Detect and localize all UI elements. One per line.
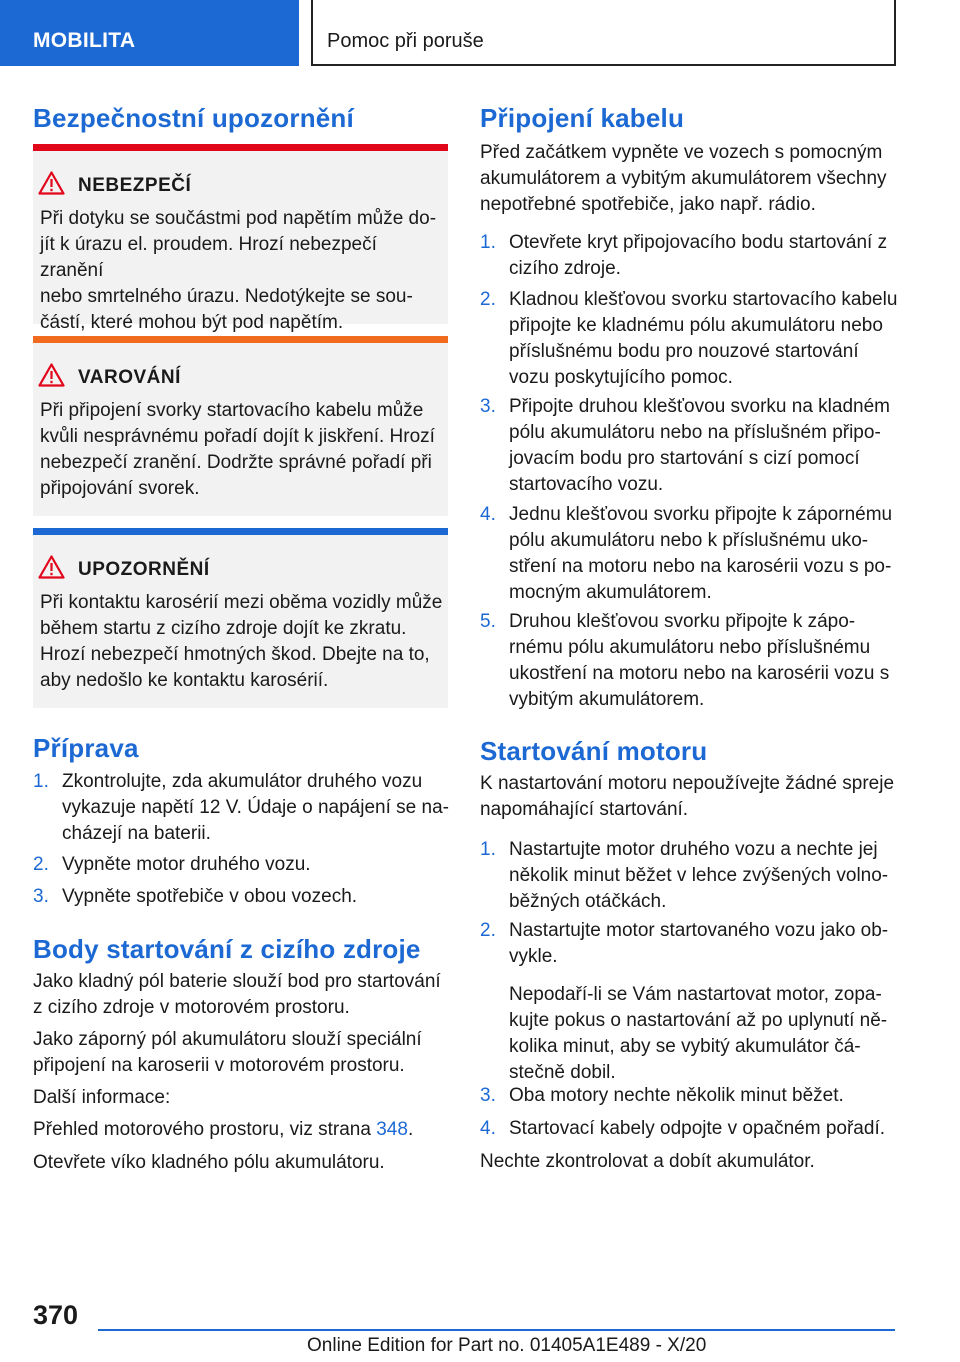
list-text [509,502,899,606]
text-line: příslušnému bodu pro nouzové startování [509,341,859,362]
text-line: připojení na karoserii v motorovém prostoru. [33,1055,405,1076]
text-line: vybitým akumulátorem. [509,689,705,710]
warning-box [33,336,448,516]
list-text [509,394,899,498]
text-line: vykazuje napětí 12 V. Údaje o napájení se na‐ [62,797,449,818]
list-text [62,852,452,878]
notice-text [40,590,445,694]
page-link[interactable]: 348 [376,1119,408,1140]
list-number: 3. [480,1085,496,1106]
paragraph [33,1027,449,1079]
paragraph: Nechte zkontrolovat a dobít akumulátor. [480,1151,815,1172]
text-line: Nastartujte motor druhého vozu a nechte jej [509,839,878,860]
paragraph [33,969,449,1021]
list-text [509,230,899,282]
text-line: z cizího zdroje v motorovém prostoru. [33,997,350,1018]
notice-title: UPOZORNĚNÍ [78,559,210,580]
warning-triangle-icon [38,555,65,579]
chapter-tab [311,0,896,66]
text-line: připojování svorek. [40,478,200,499]
cable-heading: Připojení kabelu [480,103,685,133]
list-number: 2. [480,289,496,310]
text-line: částí, které mohou být pod napětím. [40,312,344,333]
text-line: jít k úrazu el. proudem. Hrozí nebezpečí zranění [40,234,377,281]
text-line: kolika minut, aby se vybitý akumulátor čá‐ [509,1036,861,1057]
text-line: běžných otáčkách. [509,891,667,912]
warning-triangle-icon [38,171,65,195]
text-line: Připojte druhou klešťovou svorku na kladném [509,396,891,417]
reference-end: . [407,1119,414,1140]
warning-title: VAROVÁNÍ [78,367,181,388]
list-text [509,609,899,713]
chapter-label: Pomoc při poruše [327,30,484,52]
text-line: startovacího vozu. [509,474,664,495]
notice-bar [33,528,448,535]
text-line: Hrozí nebezpečí hmotných škod. Dbejte na to, [40,644,430,665]
text-line: akumulátorem a vybitým akumulátorem všechny [480,168,887,189]
reference-text: Přehled motorového prostoru, viz strana [33,1119,377,1140]
paragraph: Otevřete víko kladného pólu akumulátoru. [33,1152,385,1173]
jump-points-heading: Body startování z cizího zdroje [33,934,421,964]
footer-divider [98,1329,895,1331]
list-text [509,287,899,391]
page-header [0,0,960,66]
list-number: 1. [33,771,49,792]
section-label: MOBILITA [33,29,136,52]
text-line: Nastartujte motor startovaného vozu jako ob‐ [509,920,889,941]
list-number: 1. [480,232,496,253]
text-line: Při kontaktu karosérií mezi oběma vozidly může [40,592,443,613]
list-number: 2. [33,854,49,875]
text-line: Zkontrolujte, zda akumulátor druhého vozu [62,771,423,792]
text-line: cházejí na baterii. [62,823,211,844]
text-line: Startovací kabely odpojte v opačném pořadí. [509,1118,886,1139]
text-line: připojte ke kladnému pólu akumulátoru nebo [509,315,883,336]
text-line: Při připojení svorky startovacího kabelu může [40,400,424,421]
list-number: 1. [480,839,496,860]
safety-heading: Bezpečnostní upozornění [33,103,354,133]
text-line: rnému pólu akumulátoru nebo příslušnému [509,637,871,658]
text-line: stření na motoru nebo na karosérii vozu s po‐ [509,556,892,577]
list-number: 4. [480,1118,496,1139]
list-text [62,769,452,847]
text-line: mocným akumulátorem. [509,582,712,603]
text-line: během startu z cizího zdroje dojít ke zkratu. [40,618,407,639]
text-line: kujte pokus o nastartování až po uplynutí ně‐ [509,1010,888,1031]
text-line: Oba motory nechte několik minut běžet. [509,1085,844,1106]
notice-box [33,528,448,708]
text-line: Před začátkem vypněte ve vozech s pomocným [480,142,883,163]
text-line: cizího zdroje. [509,258,621,279]
text-line: vykle. [509,946,558,967]
engine-start-heading: Startování motoru [480,736,708,766]
sub-paragraph [509,982,899,1086]
text-line: pólu akumulátoru nebo na příslušném připo‐ [509,422,881,443]
warning-text [40,398,445,502]
text-line: Jako kladný pól baterie slouží bod pro startování [33,971,441,992]
paragraph [480,140,896,218]
list-number: 3. [33,886,49,907]
danger-text [40,206,445,336]
text-line: stečně dobil. [509,1062,616,1083]
text-line: několik minut běžet v lehce zvýšených volno‐ [509,865,889,886]
text-line: Při dotyku se součástmi pod napětím může do‐ [40,208,437,229]
paragraph: Další informace: [33,1087,171,1108]
list-text [509,1083,899,1109]
text-line: vozu poskytujícího pomoc. [509,367,733,388]
text-line: Vypněte motor druhého vozu. [62,854,311,875]
text-line: pólu akumulátoru nebo k příslušnému uko‐ [509,530,869,551]
edition-text: Online Edition for Part no. 01405A1E489 - X/20 [307,1335,707,1356]
text-line: Jednu klešťovou svorku připojte k zápornému [509,504,893,525]
text-line: Kladnou klešťovou svorku startovacího kabelu [509,289,898,310]
list-number: 4. [480,504,496,525]
danger-title: NEBEZPEČÍ [78,175,192,196]
text-line: ukostření na motoru nebo na karosérii vozu s [509,663,890,684]
list-number: 3. [480,396,496,417]
warning-triangle-icon [38,363,65,387]
page-number: 370 [33,1300,79,1330]
text-line: Otevřete kryt připojovacího bodu startování z [509,232,888,253]
list-text [509,918,899,1086]
reference-paragraph [33,1117,449,1143]
list-text [62,884,452,910]
warning-bar [33,336,448,343]
paragraph [480,771,896,823]
text-line: aby nedošlo ke kontaktu karosérií. [40,670,329,691]
text-line: napomáhající startování. [480,799,689,820]
text-line: Jako záporný pól akumulátoru slouží speciální [33,1029,422,1050]
danger-bar [33,144,448,151]
text-line: nepotřebné spotřebiče, jako např. rádio. [480,194,816,215]
text-line: jovacím bodu pro startování s cizí pomocí [509,448,860,469]
list-text [509,837,899,915]
section-tab [0,0,299,66]
text-line: Vypněte spotřebiče v obou vozech. [62,886,358,907]
text-line: Nepodaří-li se Vám nastartovat motor, zopa‐ [509,984,882,1005]
text-line: K nastartování motoru nepoužívejte žádné spreje [480,773,895,794]
list-number: 5. [480,611,496,632]
text-line: nebo smrtelného úrazu. Nedotýkejte se sou‐ [40,286,413,307]
list-number: 2. [480,920,496,941]
preparation-heading: Příprava [33,733,139,763]
text-line: kvůli nesprávnému pořadí dojít k jiskření. Hrozí [40,426,435,447]
danger-box [33,144,448,333]
list-text [509,1116,899,1142]
text-line: Druhou klešťovou svorku připojte k zápo‐ [509,611,856,632]
text-line: nebezpečí zranění. Dodržte správné pořadí při [40,452,432,473]
